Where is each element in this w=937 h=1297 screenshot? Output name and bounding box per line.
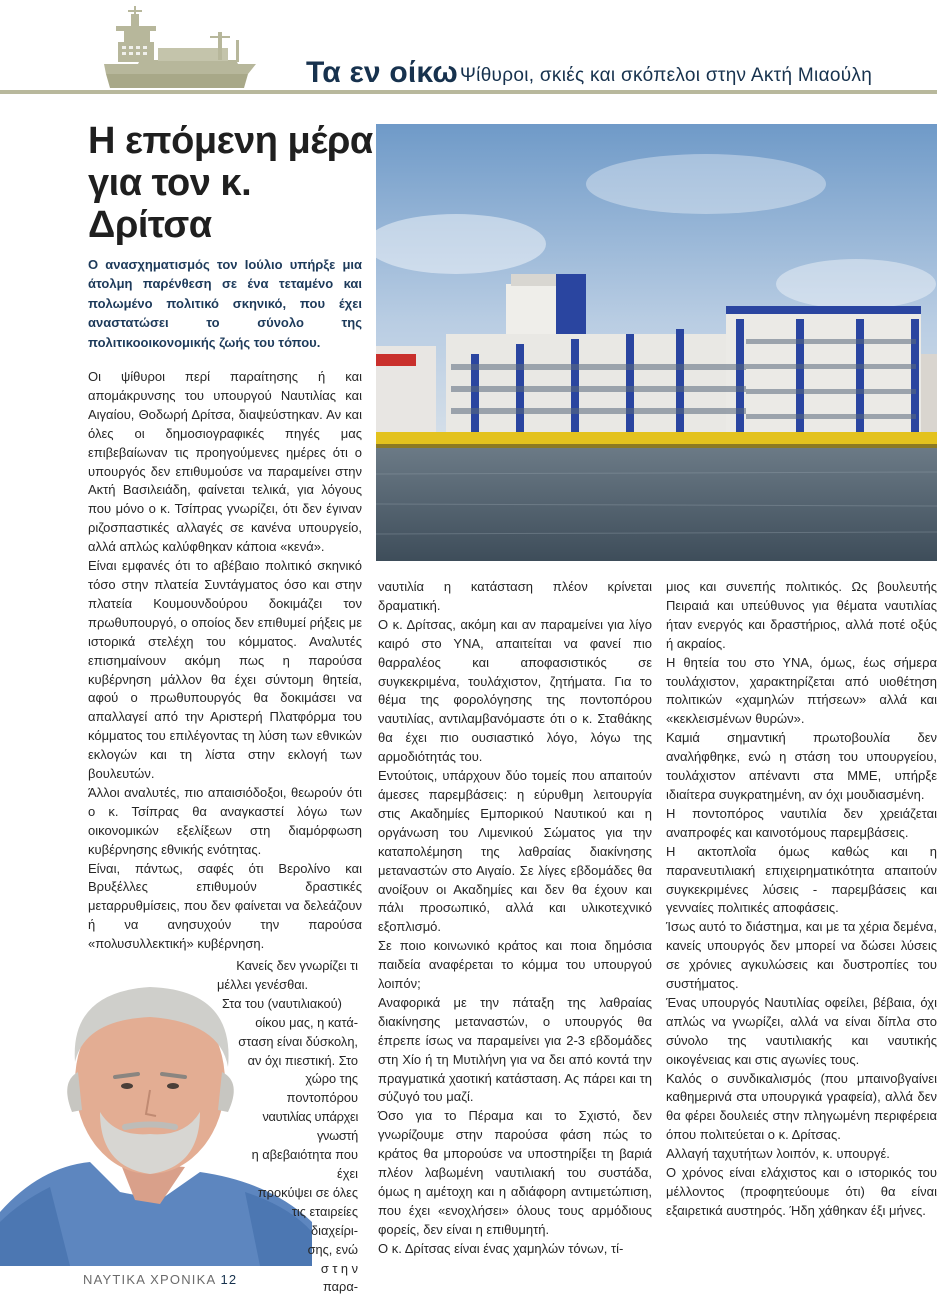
wrap-line: σ τ η ν (320, 1260, 358, 1276)
paragraph: Καλός ο συνδικαλισμός (που μπαινοβγαίνει καθημερινά στα υπουργικά γραφεία), αλλά δεν θα φέρει δουλειές στην πληγωμένη περιφέρεια όπου πολιτεύεται ο κ. Δρίτσας. (666, 1070, 937, 1143)
paragraph: Ένας υπουργός Ναυτιλίας οφείλει, βέβαια, όχι απλώς να γνωρίζει, αλλά να είναι δίπλα στο σύνολο της ναυτιλιακής και ναυτικής οικογένειας και στις αγωνίες τους. (666, 994, 937, 1067)
paragraph: Ο κ. Δρίτσας, ακόμη και αν παραμείνει για λίγο καιρό στο ΥΝΑ, απαιτείται να φανεί πιο θαρραλέος και αποφασιστικός σε συγκεκριμένα, τουλάχιστον, ζητήματα. Για το θέμα της φορολόγησης της ποντοπόρου ναυτιλίας, αντιλαμβανόμαστε ότι ο κ. Σταθάκης θα έχει πιο ουσιαστικό λόγο, λόγω της αρμοδιότητάς του. (378, 616, 652, 765)
paragraph: Η ακτοπλοΐα όμως καθώς και η παρανευτιλιακή επιχειρηματικότητα απαιτούν συγκεκριμένες λύσεις - παρεμβάσεις και γενναίες πολιτικές αποφάσεις. (666, 843, 937, 916)
paragraph: Είναι, πάντως, σαφές ότι Βερολίνο και Βρυξέλλες επιθυμούν δραστικές μεταρρυθμίσεις, που δεν φαίνεται να δελεάζουν ή να ανησυχούν την παρούσα «πολυσυλλεκτική» κυβέρνηση. (88, 860, 362, 952)
paragraph: Οι ψίθυροι περί παραίτησης ή και απομάκρυνσης του υπουργού Ναυτιλίας και Αιγαίου, Θοδωρή Δρίτσα, διαψεύστηκαν. Αν και όλες οι δημοσιογραφικές πηγές μας επιβεβαίωναν τις προηγούμενες ημέρες ότι ο υπουργός δεν επιθυμούσε να παραμείνει στην Ακτή Βασιλειάδη, φαίνεται τελικά, για λόγους που μόνο ο κ. Τσίπρας γνωρίζει, ότι δεν έγιναν ριζοσπαστικές αλλαγές σε κανένα υπουργείο, αλλά απλώς καλύφθηκαν κάποια «κενά». (88, 369, 362, 555)
paragraph: Ίσως αυτό το διάστημα, και με τα χέρια δεμένα, κανείς υπουργός δεν μπορεί να δώσει λύσεις σε χρόνιες αγκυλώσεις και δυστροπίες του συστήματος. (666, 919, 937, 992)
ministry-building-photo (376, 124, 937, 561)
wrap-line: παρα- (323, 1279, 358, 1295)
paragraph: Σε ποιο κοινωνικό κράτος και ποια δημόσια παιδεία αναφέρεται το κόμμα του υπουργού λοιπόν; (378, 938, 652, 992)
header-rule (0, 90, 937, 94)
wrap-line: χώρο της ποντοπόρου (286, 1071, 358, 1106)
wrap-line: η αβεβαιότητα που έχει (251, 1147, 358, 1181)
article-lead: Ο ανασχηματισμός τον Ιούλιο υπήρξε μια άτολμη παρένθεση σε ένα τεταμένο και πολωμένο πολιτικό σκηνικό, που έχει αναστατώσει το σύνολο της πολιτικοοικονομικής ζωής του τόπου. (88, 257, 362, 350)
wrap-line: σταση είναι δύσκολη, (238, 1033, 358, 1049)
paragraph: Όσο για το Πέραμα και το Σχιστό, δεν γνωρίζουμε στην παρούσα φάση πώς το κράτος θα μπορούσε να υποστηρίξει τη βαριά πλέον λαβωμένη ναυτιλιακή του συστάδα, όμως η αμέτοχη και η αδιάφορη αντιμετώπιση, που έχει «ενοχλήσει» όλους τους αρμόδιους φορείς, δεν είναι η επιθυμητή. (378, 1108, 652, 1237)
ship-icon (98, 2, 260, 94)
section-subtitle: Ψίθυροι, σκιές και σκόπελοι στην Ακτή Μιαούλη (460, 65, 873, 86)
column-1-wrap (212, 957, 358, 1297)
wrap-line: σης, ενώ (307, 1241, 358, 1257)
paragraph: Η ποντοπόρος ναυτιλία δεν χρειάζεται αναπροφές και καινοτόμους παρεμβάσεις. (666, 805, 937, 840)
headline-line: Η επόμενη μέρα (88, 120, 373, 162)
wrap-line: οίκου μας, η κατά- (255, 1014, 358, 1030)
wrap-line: μέλλει γενέσθαι. (217, 976, 308, 992)
headline-line: για τον κ. Δρίτσα (88, 162, 252, 246)
wrap-line: αν όχι πιεστική. Στο (247, 1052, 358, 1068)
paragraph: Καμιά σημαντική πρωτοβουλία δεν αναλήφθηκε, ενώ η στάση του υπουργείου, τουλάχιστον απέναντι στα ΜΜΕ, υπήρξε ιδιαίτερα συγκρατημένη, αν όχι μουδιασμένη. (666, 730, 937, 802)
column-2 (378, 578, 652, 1259)
paragraph: Αλλαγή ταχυτήτων λοιπόν, κ. υπουργέ. (666, 1146, 890, 1162)
column-3 (666, 578, 937, 1221)
wrap-line: ναυτιλίας υπάρχει γνωστή (262, 1109, 358, 1144)
paragraph: Ο κ. Δρίτσας είναι ένας χαμηλών τόνων, τί- (378, 1240, 624, 1256)
paragraph: Ο χρόνος είναι ελάχιστος και ο ιστορικός του μέλλοντος (προφητεύουμε ότι) θα είναι εξαιρετικά αυστηρός. Ήδη χάθηκαν έξι μήνες. (666, 1165, 937, 1218)
section-title: Τα εν οίκω (306, 56, 458, 89)
paragraph: Εντούτοις, υπάρχουν δύο τομείς που απαιτούν άμεσες παρεμβάσεις: η εύρυθμη λειτουργία στις Ακαδημίες Εμπορικού Ναυτικού και η οργάνωση του Λιμενικού Σώματος για την καταπολέμηση της λαθραίας διακίνησης μεταναστών στο Αιγαίο. Σε λίγες εβδομάδες θα ανοίξουν οι Ακαδημίες και δεν θα έχουν και πάλι προσωπικό, αλλά και υλικοτεχνικό εξοπλισμό. (378, 768, 652, 935)
publication-name: ΝΑΥΤΙΚΑ ΧΡΟΝΙΚΑ (83, 1272, 216, 1287)
column-1 (88, 368, 362, 954)
paragraph: Αναφορικά με την πάταξη της λαθραίας διακίνησης μεταναστών, ο υπουργός θα έπρεπε ίσως να παραμείνει για 2-3 εβδομάδες στη Χίο ή τη Μυτιλήνη για να δει από κοντά την πραγματικά χαοτική κατάσταση. Ας πάρει και τη σύζυγό του μαζί. (378, 994, 652, 1105)
wrap-line: τις εταιρείες (291, 1203, 358, 1219)
wrap-line: προκύψει σε όλες (257, 1184, 358, 1200)
paragraph: μιος και συνεπής πολιτικός. Ως βουλευτής Πειραιά και υπεύθυνος για θέματα ναυτιλίας ήταν ενεργός και δραστήριος, αλλά ποτέ οξύς ή ακραίος. (666, 579, 937, 651)
wrap-line: Κανείς δεν γνωρίζει τι (236, 958, 358, 973)
paragraph: Η θητεία του στο ΥΝΑ, όμως, έως σήμερα τουλάχιστον, χαρακτηρίζεται από υιοθέτηση πολιτικών «χαμηλών πτήσεων» αλλά και «κεκλεισμένων θυρών». (666, 654, 937, 727)
page-number: 12 (220, 1272, 238, 1287)
paragraph: Είναι εμφανές ότι το αβέβαιο πολιτικό σκηνικό τόσο στην πλατεία Συντάγματος όσο και στην πλατεία Κουμουνδούρου δοκιμάζει τον πρωθυπουργό, ο οποίος δεν επιθυμεί ρήξεις με ιστορικά στελέχη του κόμματος. Αναλυτές επισημαίνουν ακόμη πως η παρούσα κυβέρνηση μάλλον θα έχει σύντομη θητεία, αφού ο πρωθυπουργός θα δοκιμάσει να απαλλαγεί από την Αριστερή Πλατφόρμα του κόμματος του επιλέγοντας τη λύση των εθνικών εκλογών και τη λίστα στην εκλογή των βουλευτών. (88, 558, 362, 782)
paragraph: ναυτιλία η κατάσταση πλέον κρίνεται δραματική. (378, 579, 652, 613)
paragraph: Άλλοι αναλυτές, πιο απαισιόδοξοι, θεωρούν ότι ο κ. Τσίπρας θα αναγκαστεί λόγω των οικονομικών εξελίξεων στη διαμόρφωση κυβέρνησης εθνικής ενότητας. (88, 784, 362, 857)
page-footer (83, 1272, 237, 1287)
wrap-line: διαχείρι- (310, 1222, 358, 1238)
article-headline (88, 120, 378, 246)
wrap-line: Στα του (ναυτιλιακού) (222, 995, 342, 1011)
